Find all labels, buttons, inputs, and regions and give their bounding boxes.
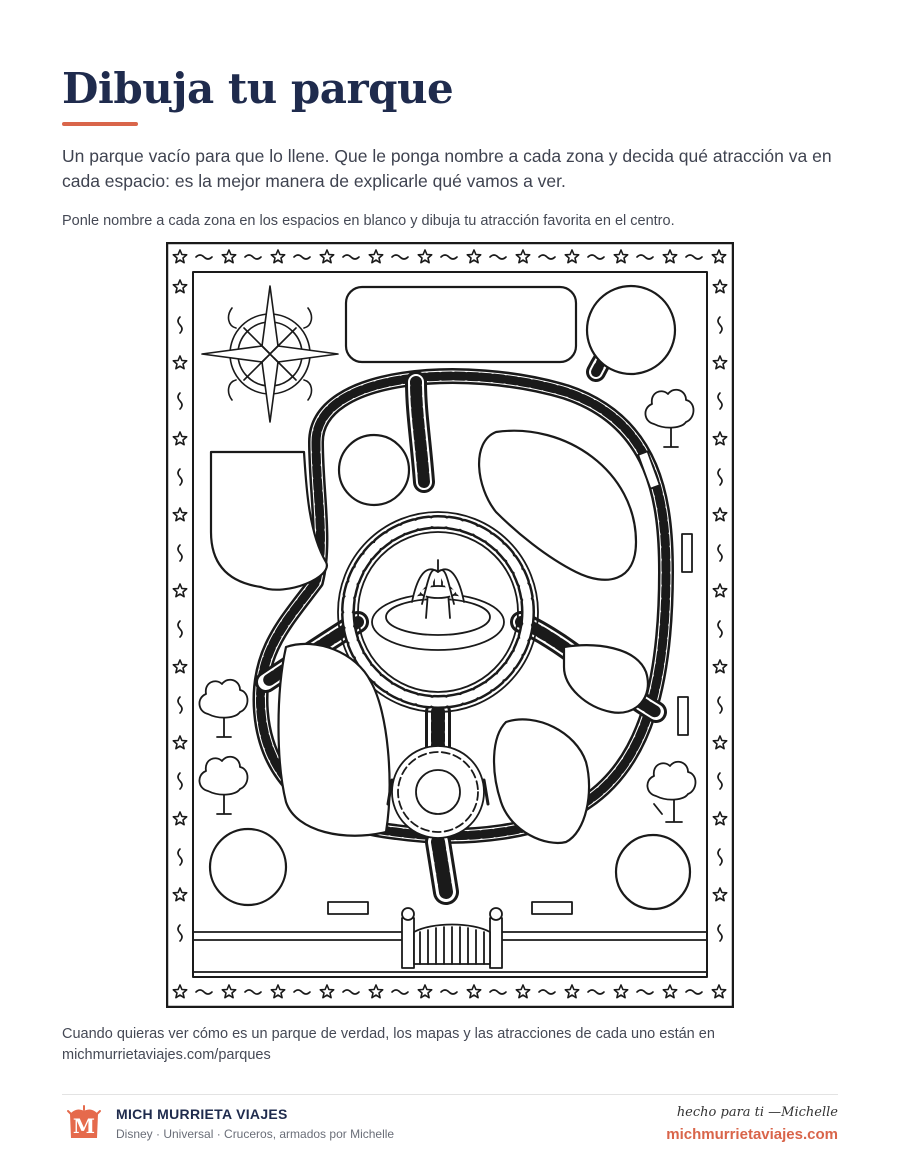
border-star: [418, 985, 431, 998]
border-star: [614, 250, 627, 263]
border-star: [320, 985, 333, 998]
border-star: [271, 250, 284, 263]
border-star: [173, 736, 186, 749]
border-wave: [245, 990, 261, 994]
border-star: [712, 985, 725, 998]
border-star: [173, 508, 186, 521]
border-wave: [178, 621, 182, 637]
border-wave: [178, 849, 182, 865]
entrance-gate: [193, 908, 707, 972]
border-star: [173, 356, 186, 369]
instruction-text: Ponle nombre a cada zona en los espacios en blanco y dibuja tu atracción favorita en el centro.: [62, 213, 675, 229]
border-wave: [588, 255, 604, 259]
fountain: [372, 560, 504, 650]
border-star: [565, 985, 578, 998]
border-star: [565, 250, 578, 263]
border-wave: [490, 255, 506, 259]
border-wave: [718, 697, 722, 713]
border-wave: [294, 990, 310, 994]
border-wave: [718, 545, 722, 561]
border-star: [614, 985, 627, 998]
border-wave: [441, 255, 457, 259]
brand-logo: [64, 1104, 104, 1144]
blank-zone-upper-left: [339, 435, 409, 505]
compass-rose: [202, 286, 338, 422]
bench-bottom-left: [328, 902, 368, 914]
tree-left-1: [199, 680, 247, 737]
border-star: [271, 985, 284, 998]
title-underline: [62, 122, 138, 126]
border-wave: [392, 990, 408, 994]
border-wave: [718, 469, 722, 485]
border-wave: [392, 255, 408, 259]
tree-lower-right: [647, 762, 695, 822]
border-wave: [539, 990, 555, 994]
border-star: [173, 250, 186, 263]
border-star: [467, 985, 480, 998]
border-wave: [686, 990, 702, 994]
border-star: [173, 985, 186, 998]
border-star: [713, 356, 726, 369]
border-star: [663, 250, 676, 263]
blank-zone-top: [346, 287, 576, 362]
border-star: [713, 280, 726, 293]
border-star: [418, 250, 431, 263]
border-star: [713, 736, 726, 749]
border-star: [663, 985, 676, 998]
brand-name: MICH MURRIETA VIAJES: [116, 1106, 288, 1122]
signature: hecho para ti —Michelle: [676, 1105, 838, 1120]
border-star: [173, 432, 186, 445]
footer-divider: [62, 1094, 838, 1095]
border-wave: [588, 990, 604, 994]
border-wave: [178, 393, 182, 409]
page-title: Dibuja tu parque: [62, 64, 454, 113]
border-star: [713, 812, 726, 825]
border-wave: [196, 255, 212, 259]
brand-tagline: Disney · Universal · Cruceros, armados por Michelle: [116, 1127, 395, 1141]
blank-zone-bottom-left: [210, 829, 286, 905]
border-wave: [637, 990, 653, 994]
border-star: [516, 985, 529, 998]
border-star: [713, 584, 726, 597]
tree-left-2: [199, 757, 247, 814]
border-star: [173, 812, 186, 825]
border-wave: [178, 469, 182, 485]
border-wave: [718, 925, 722, 941]
border-wave: [490, 990, 506, 994]
border-wave: [539, 255, 555, 259]
intro-paragraph: Un parque vacío para que lo llene. Que le ponga nombre a cada zona y decida qué atracción va en cada espacio: es la mejor manera de explicarle qué vamos a ver.: [62, 146, 832, 191]
border-star: [320, 250, 333, 263]
bench-bottom-right: [532, 902, 572, 914]
border-star: [713, 660, 726, 673]
border-star: [369, 250, 382, 263]
border-star: [369, 985, 382, 998]
bench-right-3: [678, 697, 688, 735]
park-coloring-illustration: [166, 242, 734, 1008]
border-star: [516, 250, 529, 263]
border-star: [222, 985, 235, 998]
small-plaza: [388, 746, 488, 838]
tree-upper-right: [645, 390, 693, 447]
border-wave: [718, 849, 722, 865]
border-star: [222, 250, 235, 263]
border-star: [173, 888, 186, 901]
border-star: [713, 888, 726, 901]
border-star: [173, 584, 186, 597]
border-star: [173, 280, 186, 293]
border-wave: [178, 925, 182, 941]
border-wave: [196, 990, 212, 994]
blank-zone-bottom-right: [616, 835, 690, 909]
website-link[interactable]: michmurrietaviajes.com: [666, 1126, 838, 1143]
blank-zone-top-right: [587, 286, 675, 374]
border-wave: [294, 255, 310, 259]
border-star: [467, 250, 480, 263]
border-wave: [178, 697, 182, 713]
bench-right-2: [682, 534, 692, 572]
border-wave: [343, 255, 359, 259]
border-star: [173, 660, 186, 673]
border-wave: [178, 545, 182, 561]
border-wave: [343, 990, 359, 994]
outro-paragraph: Cuando quieras ver cómo es un parque de verdad, los mapas y las atracciones de cada uno están en michmurrietaviajes.com/parques: [62, 1026, 715, 1063]
border-wave: [245, 255, 261, 259]
border-star: [712, 250, 725, 263]
border-wave: [178, 773, 182, 789]
border-wave: [637, 255, 653, 259]
blank-zone-right: [564, 645, 648, 713]
border-wave: [718, 317, 722, 333]
logo-letter: M: [72, 1114, 96, 1138]
border-star: [713, 508, 726, 521]
border-wave: [686, 255, 702, 259]
border-wave: [718, 393, 722, 409]
border-wave: [441, 990, 457, 994]
border-wave: [178, 317, 182, 333]
border-wave: [718, 773, 722, 789]
border-star: [713, 432, 726, 445]
border-wave: [718, 621, 722, 637]
